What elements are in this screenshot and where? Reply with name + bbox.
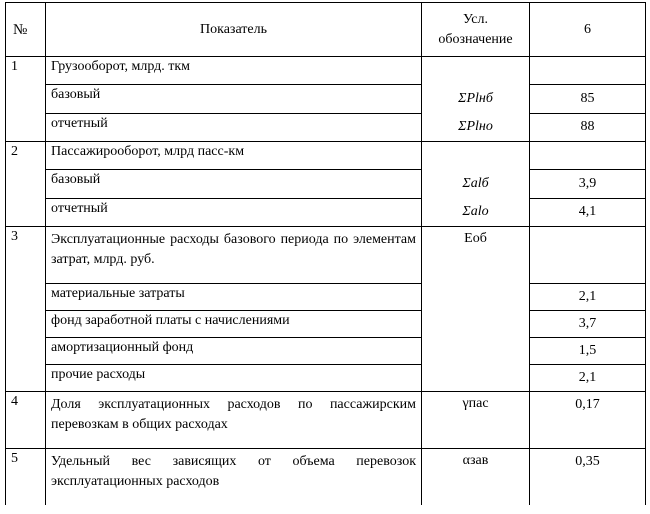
symbol: ΣPlно (458, 119, 493, 134)
value: 2,1 (530, 284, 646, 311)
header-num: № (6, 3, 46, 57)
value: 1,5 (530, 338, 646, 365)
row-label: Доля эксплуатационных расходов по пассажирским перевозкам в общих расходах (46, 392, 422, 449)
row-label: Эксплуатационные расходы базового периода по элементам затрат, млрд. руб. (46, 227, 422, 284)
value-cell (530, 57, 646, 85)
sub-label: фонд заработной платы с начислениями (46, 311, 422, 338)
symbol: Eоб (422, 227, 530, 392)
row-num: 2 (6, 142, 46, 227)
indicators-table (5, 2, 646, 505)
row-num: 1 (6, 57, 46, 142)
symbol-cell (422, 57, 530, 142)
value: 4,1 (530, 198, 646, 226)
table-row (6, 392, 646, 449)
value: 3,9 (530, 170, 646, 198)
value: 2,1 (530, 365, 646, 392)
symbol: Σalо (462, 204, 489, 219)
symbol: γпас (422, 392, 530, 449)
table-row (6, 311, 646, 338)
header-indicator: Показатель (46, 3, 422, 57)
symbol: ΣPlнб (458, 91, 493, 106)
table-row (6, 198, 646, 226)
row-label: Удельный вес зависящих от объема перевозок эксплуатационных расходов (46, 449, 422, 506)
sub-label: амортизационный фонд (46, 338, 422, 365)
symbol-cell (422, 142, 530, 227)
table-row (6, 227, 646, 284)
symbol: αзав (422, 449, 530, 506)
table-row (6, 449, 646, 506)
sub-label: отчетный (46, 198, 422, 226)
row-num: 5 (6, 449, 46, 506)
table-row (6, 170, 646, 198)
row-label: Грузооборот, млрд. ткм (46, 57, 422, 85)
header-symbol: Усл. обозначение (422, 3, 530, 57)
header-variant: 6 (530, 3, 646, 57)
sub-label: материальные затраты (46, 284, 422, 311)
value-cell (530, 142, 646, 170)
value: 88 (530, 113, 646, 141)
value: 0,35 (530, 449, 646, 506)
table-row (6, 57, 646, 85)
value: 85 (530, 85, 646, 113)
table-row (6, 142, 646, 170)
table-row (6, 365, 646, 392)
table-row (6, 85, 646, 113)
table-row (6, 338, 646, 365)
sub-label: базовый (46, 85, 422, 113)
value-cell (530, 227, 646, 284)
table-header-row (6, 3, 646, 57)
symbol: Σalб (462, 176, 489, 191)
table-row (6, 113, 646, 141)
sub-label: отчетный (46, 113, 422, 141)
row-num: 3 (6, 227, 46, 392)
value: 0,17 (530, 392, 646, 449)
value: 3,7 (530, 311, 646, 338)
table-row (6, 284, 646, 311)
row-num: 4 (6, 392, 46, 449)
sub-label: базовый (46, 170, 422, 198)
row-label: Пассажирооборот, млрд пасс-км (46, 142, 422, 170)
sub-label: прочие расходы (46, 365, 422, 392)
